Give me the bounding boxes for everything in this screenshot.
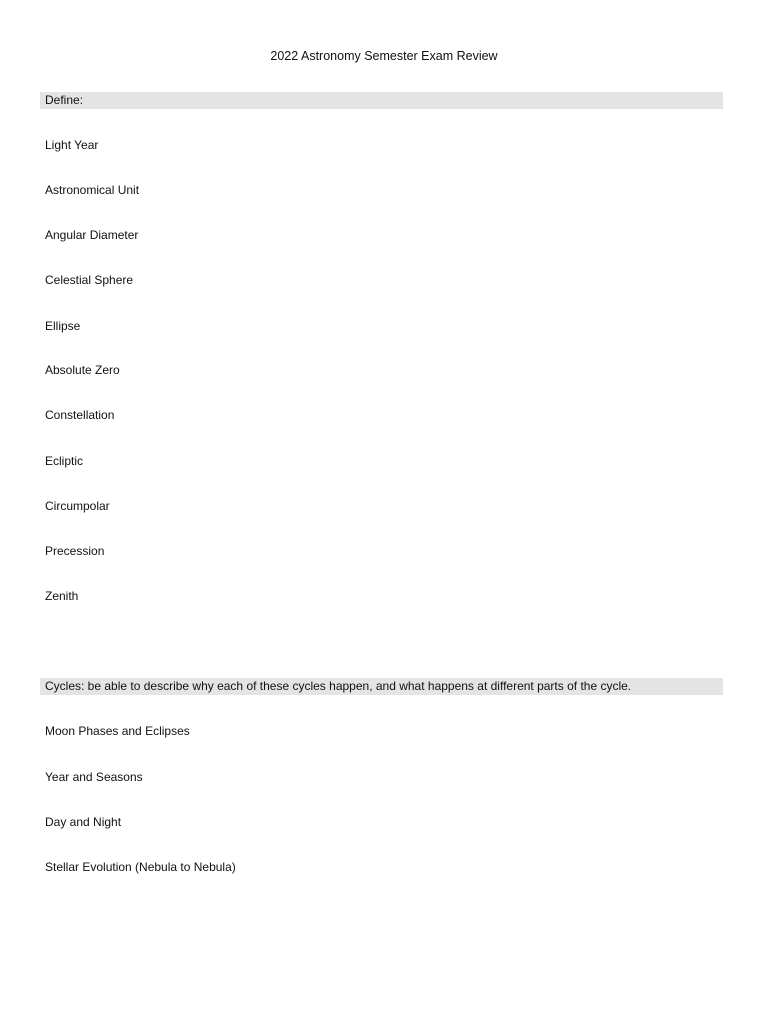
- term-astronomical-unit: Astronomical Unit: [45, 183, 140, 197]
- term-precession: Precession: [45, 544, 105, 558]
- term-light-year: Light Year: [45, 138, 99, 152]
- term-constellation: Constellation: [45, 408, 115, 422]
- cycle-stellar-evolution: Stellar Evolution (Nebula to Nebula): [45, 860, 236, 874]
- term-circumpolar: Circumpolar: [45, 499, 110, 513]
- cycle-day-night: Day and Night: [45, 815, 122, 829]
- term-ellipse: Ellipse: [45, 319, 81, 333]
- term-celestial-sphere: Celestial Sphere: [45, 273, 134, 287]
- term-absolute-zero: Absolute Zero: [45, 363, 120, 377]
- cycle-year-seasons: Year and Seasons: [45, 770, 143, 784]
- term-zenith: Zenith: [45, 589, 79, 603]
- term-angular-diameter: Angular Diameter: [45, 228, 139, 242]
- cycle-moon-phases: Moon Phases and Eclipses: [45, 724, 190, 738]
- document-title: 2022 Astronomy Semester Exam Review: [270, 49, 498, 63]
- term-ecliptic: Ecliptic: [45, 454, 84, 468]
- define-heading-text: Define:: [45, 93, 84, 107]
- cycles-heading-text: Cycles: be able to describe why each of these cycles happen, and what happens at different parts of the cycle.: [45, 679, 632, 693]
- cycles-section-heading: [40, 678, 723, 695]
- define-section-heading: [40, 92, 723, 109]
